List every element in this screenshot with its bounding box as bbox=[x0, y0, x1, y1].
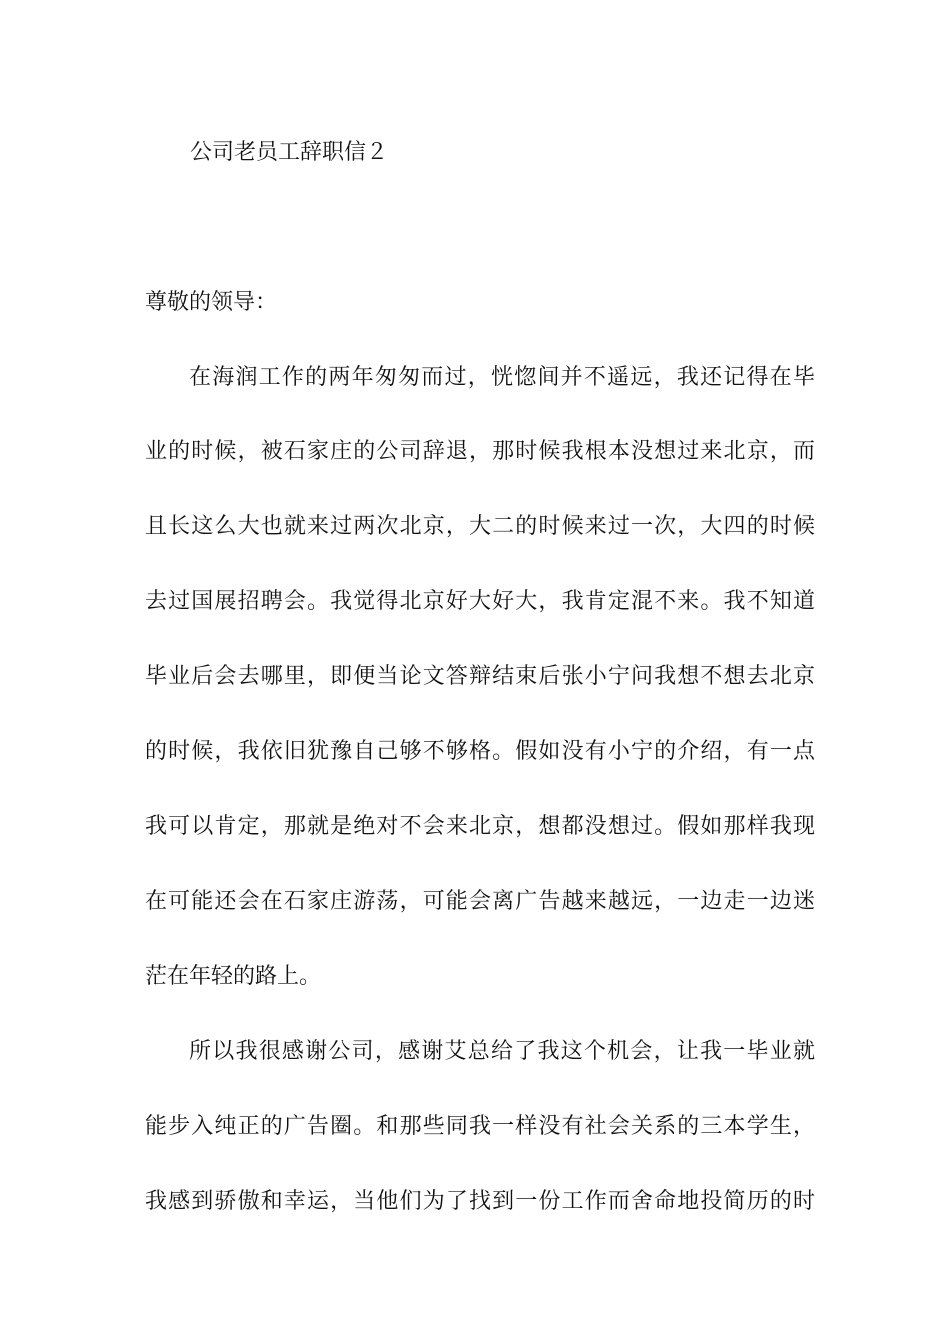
paragraph-line: 在海润工作的两年匆匆而过，恍惚间并不遥远，我还记得在毕 bbox=[189, 365, 815, 390]
paragraph-line: 业的时候，被石家庄的公司辞退，那时候我根本没想过来北京，而 bbox=[145, 439, 815, 464]
paragraph-line: 能步入纯正的广告圈。和那些同我一样没有社会关系的三本学生， bbox=[145, 1114, 815, 1139]
paragraph-line: 且长这么大也就来过两次北京，大二的时候来过一次，大四的时候 bbox=[145, 514, 815, 539]
paragraph-line: 在可能还会在石家庄游荡，可能会离广告越来越远，一边走一边迷 bbox=[145, 889, 815, 914]
paragraph-line: 所以我很感谢公司，感谢艾总给了我这个机会，让我一毕业就 bbox=[189, 1039, 815, 1064]
document-title: 公司老员工辞职信２ bbox=[190, 140, 389, 165]
salutation: 尊敬的领导： bbox=[145, 290, 278, 315]
paragraph-line: 去过国展招聘会。我觉得北京好大好大，我肯定混不来。我不知道 bbox=[145, 589, 815, 614]
paragraph-line: 茫在年轻的路上。 bbox=[145, 964, 322, 989]
paragraph-line: 我可以肯定，那就是绝对不会来北京，想都没想过。假如那样我现 bbox=[145, 814, 815, 839]
paragraph-line: 的时候，我依旧犹豫自己够不够格。假如没有小宁的介绍，有一点 bbox=[145, 739, 815, 764]
paragraph-line: 我感到骄傲和幸运，当他们为了找到一份工作而舍命地投简历的时 bbox=[145, 1189, 815, 1214]
paragraph-line: 毕业后会去哪里，即便当论文答辩结束后张小宁问我想不想去北京 bbox=[145, 664, 815, 689]
